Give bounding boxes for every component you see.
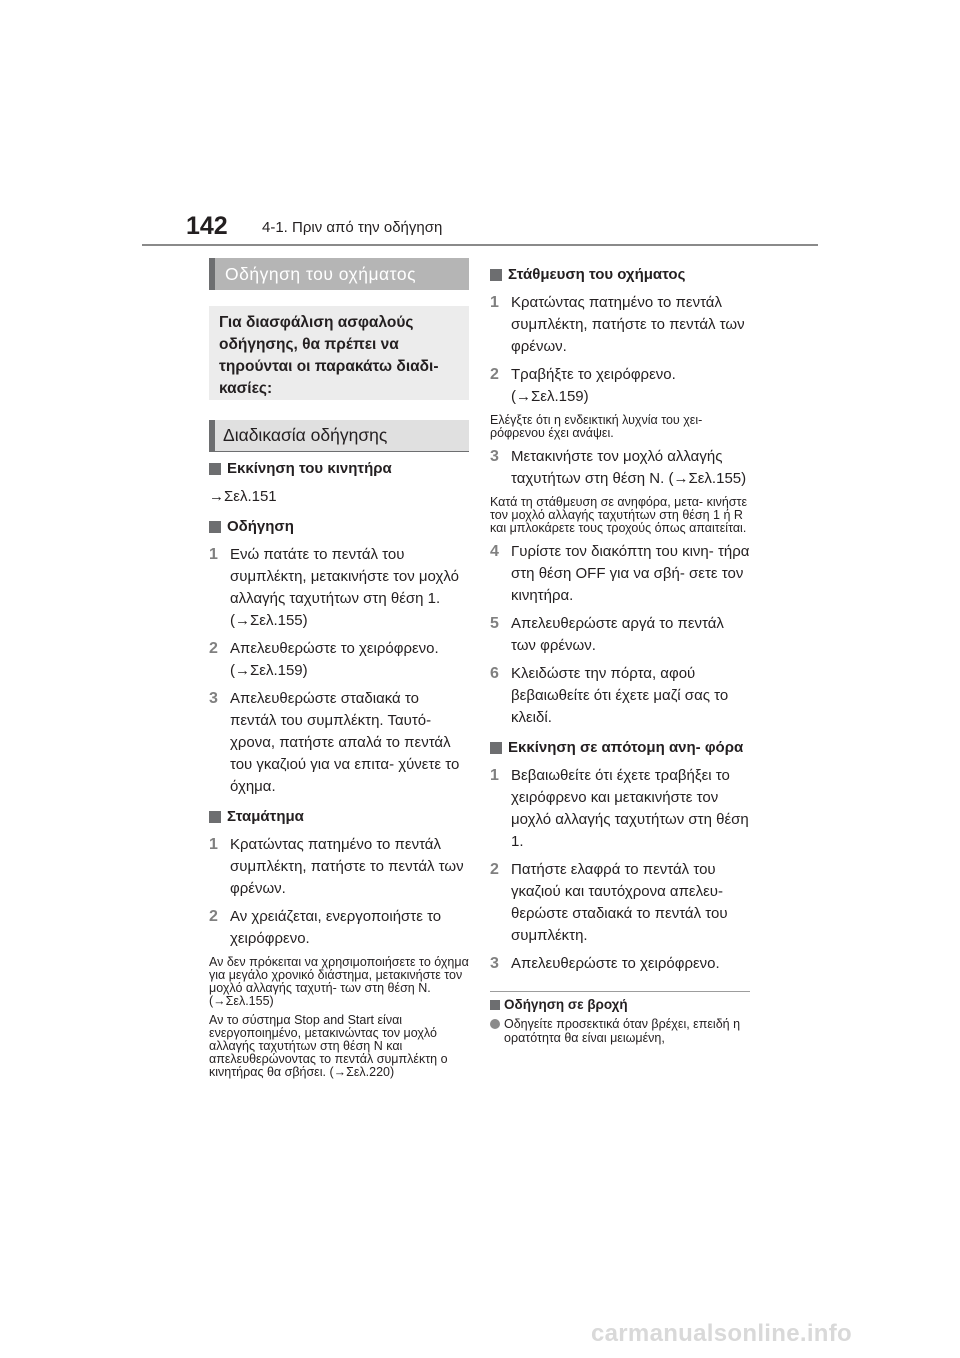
heading-engine-start xyxy=(209,458,469,480)
heading-stopping xyxy=(209,806,469,828)
bullet-text: Οδηγείτε προσεκτικά όταν βρέχει, επειδή η ορατότητα θα είναι μειωμένη, xyxy=(504,1017,741,1045)
step-number: 1 xyxy=(490,294,499,311)
step-text: Βεβαιωθείτε ότι έχετε τραβήξει το χειρόφρενο και μετακινήστε τον μοχλό αλλαγής ταχυτήτων στη θέση 1. xyxy=(511,767,749,850)
step-item xyxy=(490,446,750,490)
square-bullet-icon xyxy=(209,463,221,475)
step-number: 3 xyxy=(209,690,218,707)
step-number: 6 xyxy=(490,665,499,682)
step-item xyxy=(490,859,750,947)
square-bullet-icon xyxy=(209,521,221,533)
page-title: Οδήγηση του οχήματος xyxy=(209,258,469,290)
step-item xyxy=(209,906,469,950)
heading-text: Εκκίνηση του κινητήρα xyxy=(227,460,392,477)
step-item xyxy=(490,613,750,657)
intro-box: Για διασφάλιση ασφαλούς οδήγησης, θα πρέπει να τηρούνται οι παρακάτω διαδι- κασίες: xyxy=(209,306,469,400)
heading-parking xyxy=(490,264,750,286)
step-item xyxy=(490,953,750,975)
step-number: 1 xyxy=(209,836,218,853)
step-text: Απελευθερώστε σταδιακά το πεντάλ του συμπλέκτη. Ταυτό- χρονα, πατήστε απαλά το πεντάλ του γκαζιού για να επιτα- χύνετε το όχημα. xyxy=(230,690,460,795)
subheader-block xyxy=(209,420,469,452)
step-text: Κρατώντας πατημένο το πεντάλ συμπλέκτη, πατήστε το πεντάλ των φρένων. xyxy=(230,836,464,897)
step-number: 2 xyxy=(209,640,218,657)
step-item xyxy=(209,544,469,632)
step-item xyxy=(490,541,750,607)
step-number: 4 xyxy=(490,543,499,560)
page-number: 142 xyxy=(186,212,228,240)
step-number: 2 xyxy=(490,861,499,878)
step-text: Αν χρειάζεται, ενεργοποιήστε το χειρόφρενο. xyxy=(230,908,442,947)
step-text: Κλειδώστε την πόρτα, αφού βεβαιωθείτε ότι έχετε μαζί σας το κλειδί. xyxy=(511,665,729,726)
page-reference: →Σελ.151 xyxy=(209,488,277,505)
step-item xyxy=(490,364,750,408)
circle-bullet-icon xyxy=(490,1019,500,1029)
step-text: Μετακινήστε τον μοχλό αλλαγής ταχυτήτων στη θέση N. (→Σελ.155) xyxy=(511,448,747,487)
header-divider xyxy=(142,244,818,246)
step-number: 2 xyxy=(209,908,218,925)
step-text: Απελευθερώστε αργά το πεντάλ των φρένων. xyxy=(511,615,724,654)
watermark: carmanualsonline.info xyxy=(591,1320,853,1347)
step-number: 1 xyxy=(209,546,218,563)
square-bullet-icon xyxy=(490,742,502,754)
square-bullet-icon xyxy=(209,811,221,823)
square-bullet-icon xyxy=(490,1000,500,1010)
heading-text: Εκκίνηση σε απότομη ανη- φόρα xyxy=(508,739,744,756)
step-number: 1 xyxy=(490,767,499,784)
heading-uphill-start xyxy=(490,737,750,759)
step-number: 3 xyxy=(490,955,499,972)
step-text: Ενώ πατάτε το πεντάλ του συμπλέκτη, μετακινήστε τον μοχλό αλλαγής ταχυτήτων στη θέση 1. (→Σελ.155) xyxy=(230,546,459,629)
step-item xyxy=(490,663,750,729)
heading-text: Οδήγηση xyxy=(227,518,294,535)
step-number: 5 xyxy=(490,615,499,632)
step-text: Απελευθερώστε το χειρόφρενο. xyxy=(511,955,720,972)
step-item xyxy=(209,688,469,798)
note-text: Αν δεν πρόκειται να χρησιμοποιήσετε το όχημα για μεγάλο χρονικό διάστημα, μετακινήστε τον μοχλό αλλαγής ταχυτή- των στη θέση N. (→Σελ.155) xyxy=(209,955,469,1008)
step-number: 3 xyxy=(490,448,499,465)
section-title: 4-1. Πριν από την οδήγηση xyxy=(262,219,443,236)
heading-driving xyxy=(209,516,469,538)
note-text: Ελέγξτε ότι η ενδεικτική λυχνία του χει- ρόφρενου έχει ανάψει. xyxy=(490,413,703,440)
step-item xyxy=(209,638,469,682)
section-divider xyxy=(490,991,750,992)
heading-rain-driving xyxy=(490,996,750,1014)
step-item xyxy=(209,834,469,900)
step-text: Απελευθερώστε το χειρόφρενο. (→Σελ.159) xyxy=(230,640,439,679)
note-text: Αν το σύστημα Stop and Start είναι ενεργοποιημένο, μετακινώντας τον μοχλό αλλαγής ταχυτήτων στη θέση N και απελευθερώνοντας το πεντάλ συμπλέκτη ο κινητήρας θα σβήσει. (→Σελ.220) xyxy=(209,1013,448,1079)
step-number: 2 xyxy=(490,366,499,383)
step-text: Πατήστε ελαφρά το πεντάλ του γκαζιού και ταυτόχρονα απελευ- θερώστε σταδιακά το πεντάλ του συμπλέκτη. xyxy=(511,861,728,944)
note-text: Κατά τη στάθμευση σε ανηφόρα, μετα- κινήστε τον μοχλό αλλαγής ταχυτήτων στη θέση 1 ή R και μπλοκάρετε τους τροχούς όπως απαιτείται. xyxy=(490,495,748,535)
heading-text: Οδήγηση σε βροχή xyxy=(504,997,628,1012)
right-column xyxy=(490,258,750,1045)
heading-text: Στάθμευση του οχήματος xyxy=(508,266,686,283)
left-column xyxy=(209,258,469,1079)
step-item xyxy=(490,765,750,853)
step-text: Κρατώντας πατημένο το πεντάλ συμπλέκτη, πατήστε το πεντάλ των φρένων. xyxy=(511,294,745,355)
bullet-item xyxy=(490,1017,750,1045)
step-item xyxy=(490,292,750,358)
step-text: Γυρίστε τον διακόπτη του κινη- τήρα στη θέση OFF για να σβή- σετε τον κινητήρα. xyxy=(511,543,750,604)
section-subtitle: Διαδικασία οδήγησης xyxy=(209,420,469,451)
heading-text: Σταμάτημα xyxy=(227,808,304,825)
square-bullet-icon xyxy=(490,269,502,281)
step-text: Τραβήξτε το χειρόφρενο. (→Σελ.159) xyxy=(511,366,676,405)
